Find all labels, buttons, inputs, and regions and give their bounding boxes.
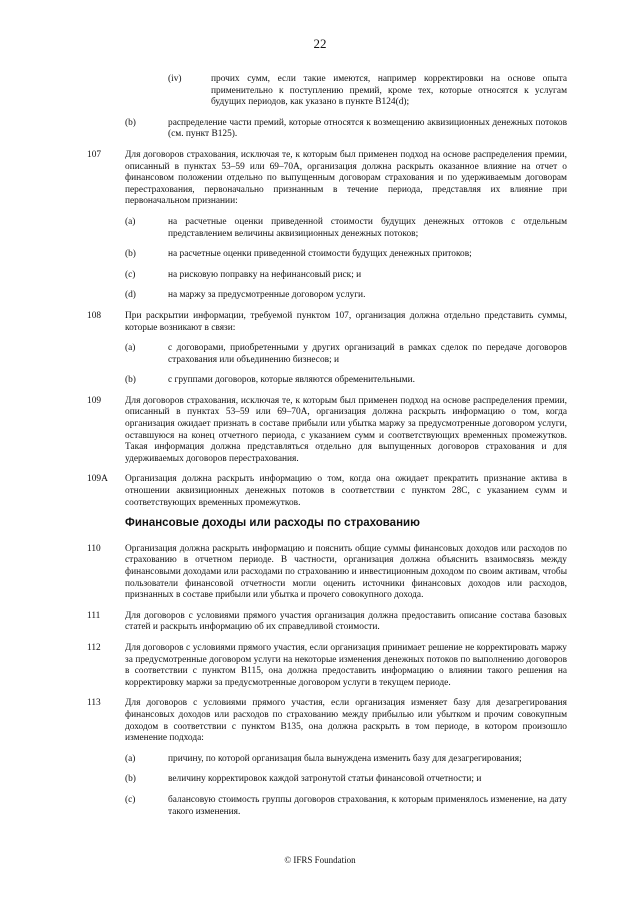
paragraph-number: 111 <box>87 610 101 621</box>
paragraph-text: Для договоров с условиями прямого участия, если организация изменяет базу для дезагрегирования финансовых доходов или расходов по страхованию между прибылью или убытком и прочим совокупным доходом в соответствии с пунктом B135, она должна раскрыть в том периоде, в котором произошло изменение подхода: <box>125 698 567 744</box>
paragraph-number: 108 <box>87 310 102 321</box>
paragraph-text: Организация должна раскрыть информацию о том, когда она ожидает прекратить признание актива в отношении аквизиционных денежных потоков в соответствии с пунктом 28С, с указанием сумм и соответствующих временных промежутков. <box>125 474 567 508</box>
list-item-b-top <box>125 118 567 141</box>
list-item-text: балансовую стоимость группы договоров страхования, к которым применялось изменение, на дату такого изменения. <box>168 794 567 817</box>
list-item <box>125 217 567 240</box>
list-item <box>125 290 567 302</box>
list-item-label: (b) <box>125 249 136 260</box>
list-item-label: (c) <box>125 269 136 280</box>
list-item-label: (b) <box>125 774 136 785</box>
list-item <box>125 754 567 766</box>
list-item-text: распределение части премий, которые относятся к возмещению аквизиционных денежных потоков (см. пункт B125). <box>168 117 567 140</box>
list-item <box>125 774 567 786</box>
paragraph-number: 112 <box>87 642 101 653</box>
list-item-text: прочих сумм, если такие имеются, например корректировки на основе опыта применительно к поступлению премий, кроме тех, которые относятся к услугам будущих периодов, как указано в пункте B124(d); <box>211 74 567 108</box>
section-heading: Финансовые доходы или расходы по страхованию <box>125 517 420 530</box>
list-item <box>125 249 567 261</box>
paragraph-number: 107 <box>87 149 102 160</box>
list-item-label: (iv) <box>168 74 182 84</box>
paragraph-108 <box>0 311 640 334</box>
paragraph-109a <box>0 474 640 509</box>
paragraph-text: Для договоров с условиями прямого участия, если организация принимает решение не корректировать маржу за предусмотренные договором услуги на некоторые изменения денежных потоков по выполнению договоров в соответствии с пунктом B115, она должна предоставить информацию о влиянии такого решения на корректировку маржи за предусмотренные договором услуги в текущем периоде. <box>125 642 567 688</box>
paragraph-109 <box>0 396 640 466</box>
list-item-text: на расчетные оценки приведенной стоимости будущих денежных оттоков с отдельным представлением величины аквизиционных денежных потоков; <box>168 216 567 239</box>
paragraph-110 <box>0 544 640 602</box>
list-item-text: на рисковую поправку на нефинансовый риск; и <box>168 269 362 280</box>
paragraph-107 <box>0 150 640 208</box>
paragraph-number: 109A <box>87 474 108 485</box>
paragraph-113 <box>0 698 640 744</box>
list-item-iv <box>168 74 567 109</box>
list-item-text: причину, по которой организация была вынуждена изменить базу для дезагрегирования; <box>168 753 522 764</box>
list-item <box>125 343 567 366</box>
list-item <box>125 375 567 387</box>
list-item <box>125 795 567 818</box>
list-item-text: на маржу за предусмотренные договором услуги. <box>168 290 366 301</box>
list-item-label: (b) <box>125 375 136 386</box>
page-content <box>0 74 640 827</box>
list-item-text: с договорами, приобретенными у других организаций в рамках сделок по передаче договоров страхования или объединению бизнесов; и <box>168 343 567 365</box>
paragraph-text: При раскрытии информации, требуемой пунктом 107, организация должна отдельно представить суммы, которые возникают в связи: <box>125 310 567 333</box>
paragraph-text: Для договоров страхования, исключая те, к которым был применен подход на основе распределения премии, описанный в пунктах 53–59 или 69–70А, организация должна раскрыть информацию о том, когда организация ожидает признать в составе прибыли или убытка маржу за предусмотренные договором услуги, оставшуюся на конец отчетного периода, с указанием сумм и соответствующих временных промежутков. Такая информация должна представляться отдельно для выпущенных договоров страхования и для удерживаемых договоров перестрахования. <box>125 395 567 464</box>
list-item-label: (a) <box>125 753 136 764</box>
list-item-text: с группами договоров, которые являются обременительными. <box>168 375 415 386</box>
paragraph-text: Для договоров с условиями прямого участия организация должна предоставить описание состава базовых статей и раскрыть информацию об их справедливой стоимости. <box>125 610 567 633</box>
list-item-text: величину корректировок каждой затронутой статьи финансовой отчетности; и <box>168 774 482 785</box>
list-item-label: (b) <box>125 117 136 128</box>
list-item-text: на расчетные оценки приведенной стоимости будущих денежных притоков; <box>168 249 472 260</box>
paragraph-text: Организация должна раскрыть информацию и пояснить общие суммы финансовых доходов или расходов по страхованию в отчетном периоде. В частности, организация должна объяснить взаимосвязь между финансовыми доходами или расходами по страхованию и инвестиционным доходом по своим активам, чтобы пользователи финансовой отчетности могли оценить источники финансовых доходов или расходов, признанных в составе прибыли или убытка и прочего совокупного дохода. <box>125 543 567 601</box>
list-item-label: (c) <box>125 794 136 805</box>
paragraph-number: 109 <box>87 395 102 406</box>
list-item-label: (d) <box>125 290 136 301</box>
footer-copyright: © IFRS Foundation <box>284 855 356 865</box>
paragraph-text: Для договоров страхования, исключая те, к которым был применен подход на основе распределения премии, описанный в пунктах 53–59 или 69–70А, организация должна раскрыть оказанное влияние на отчет о финансовом положении отдельно по выпущенным договорам страхования и по удерживаемым договорам перестрахования, первоначально признанным в течение периода, представляя их влияние при первоначальном признании: <box>125 149 567 207</box>
paragraph-112 <box>0 643 640 689</box>
paragraph-number: 110 <box>87 543 101 554</box>
page-number: 22 <box>313 36 327 51</box>
list-item-label: (a) <box>125 216 136 227</box>
paragraph-number: 113 <box>87 698 101 709</box>
list-item-label: (a) <box>125 343 136 354</box>
list-item <box>125 270 567 282</box>
paragraph-111 <box>0 611 640 634</box>
